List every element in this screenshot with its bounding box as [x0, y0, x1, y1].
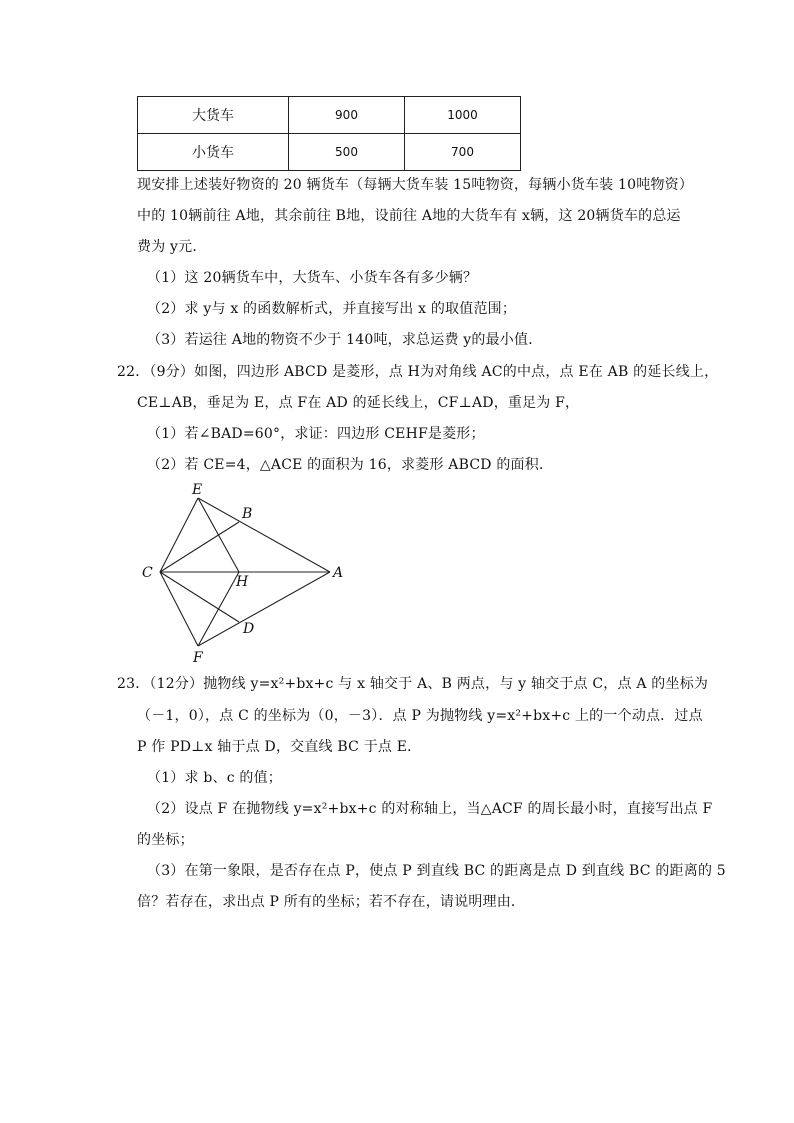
q23-heading: 23．（12分）抛物线 y=x²+bx+c 与 x 轴交于 A、B 两点，与 y 轴交于点 C，点 A 的坐标为 [117, 676, 709, 692]
label-f: F [193, 650, 203, 666]
table-row [138, 134, 521, 171]
label-h: H [236, 574, 249, 590]
q21-part-2: （2）求 y与 x 的函数解析式，并直接写出 x 的取值范围； [147, 301, 517, 317]
q23-part-3: （3）在第一象限，是否存在点 P，使点 P 到直线 BC 的距离是点 D 到直线 BC 的距离的 5 [147, 863, 726, 879]
q22-part-2: （2）若 CE=4，△ACE 的面积为 16，求菱形 ABCD 的面积． [147, 457, 554, 473]
segment-cb [160, 522, 239, 572]
q21-text-line: 费为 y元． [137, 239, 207, 255]
q23-text-line: （－1，0），点 C 的坐标为（0，－3）．点 P 为抛物线 y=x²+bx+c 上的一个动点．过点 [137, 708, 703, 724]
table-cell: 小货车 [138, 134, 289, 171]
segment-cf [160, 572, 198, 646]
q23-text-line: P 作 PD⊥x 轴于点 D，交直线 BC 于点 E． [137, 739, 422, 755]
q23-part-2: （2）设点 F 在抛物线 y=x²+bx+c 的对称轴上，当△ACF 的周长最小时，直接写出点 F [147, 801, 713, 817]
table-cell: 500 [289, 134, 405, 171]
table-row [138, 97, 521, 134]
label-d: D [243, 621, 255, 637]
q23-part-3-cont: 倍？若存在，求出点 P 所有的坐标；若不存在，请说明理由． [137, 894, 526, 910]
label-b: B [242, 506, 253, 522]
q22-heading: 22．（9分）如图，四边形 ABCD 是菱形，点 H为对角线 AC的中点，点 E在 AB 的延长线上， [117, 364, 719, 380]
segment-cd [160, 572, 239, 622]
table-cell: 900 [289, 97, 405, 134]
rhombus-figure [130, 478, 360, 668]
q21-text-line: 现安排上述装好物资的 20 辆货车（每辆大货车装 15吨物资，每辆小货车装 10吨物资） [137, 177, 694, 193]
label-e: E [192, 482, 203, 498]
freight-cost-table [137, 96, 521, 171]
segment-ce [160, 498, 198, 572]
table-cell: 大货车 [138, 97, 289, 134]
q23-part-1: （1）求 b、c 的值； [147, 770, 283, 786]
table-cell: 700 [405, 134, 521, 171]
table-cell: 1000 [405, 97, 521, 134]
q21-text-line: 中的 10辆前往 A地，其余前往 B地，设前往 A地的大货车有 x辆，这 20辆货车的总运 [137, 208, 681, 224]
q22-part-1: （1）若∠BAD=60°，求证：四边形 CEHF是菱形； [147, 426, 485, 442]
geometry-diagram [130, 478, 360, 668]
q23-part-2-cont: 的坐标； [137, 832, 194, 848]
q22-text-line: CE⊥AB，垂足为 E，点 F在 AD 的延长线上，CF⊥AD，重足为 F， [137, 395, 580, 411]
label-a: A [333, 565, 344, 581]
label-c: C [142, 565, 153, 581]
q21-part-3: （3）若运往 A地的物资不少于 140吨，求总运费 y的最小值． [147, 332, 543, 348]
q21-part-1: （1）这 20辆货车中，大货车、小货车各有多少辆？ [147, 270, 478, 286]
